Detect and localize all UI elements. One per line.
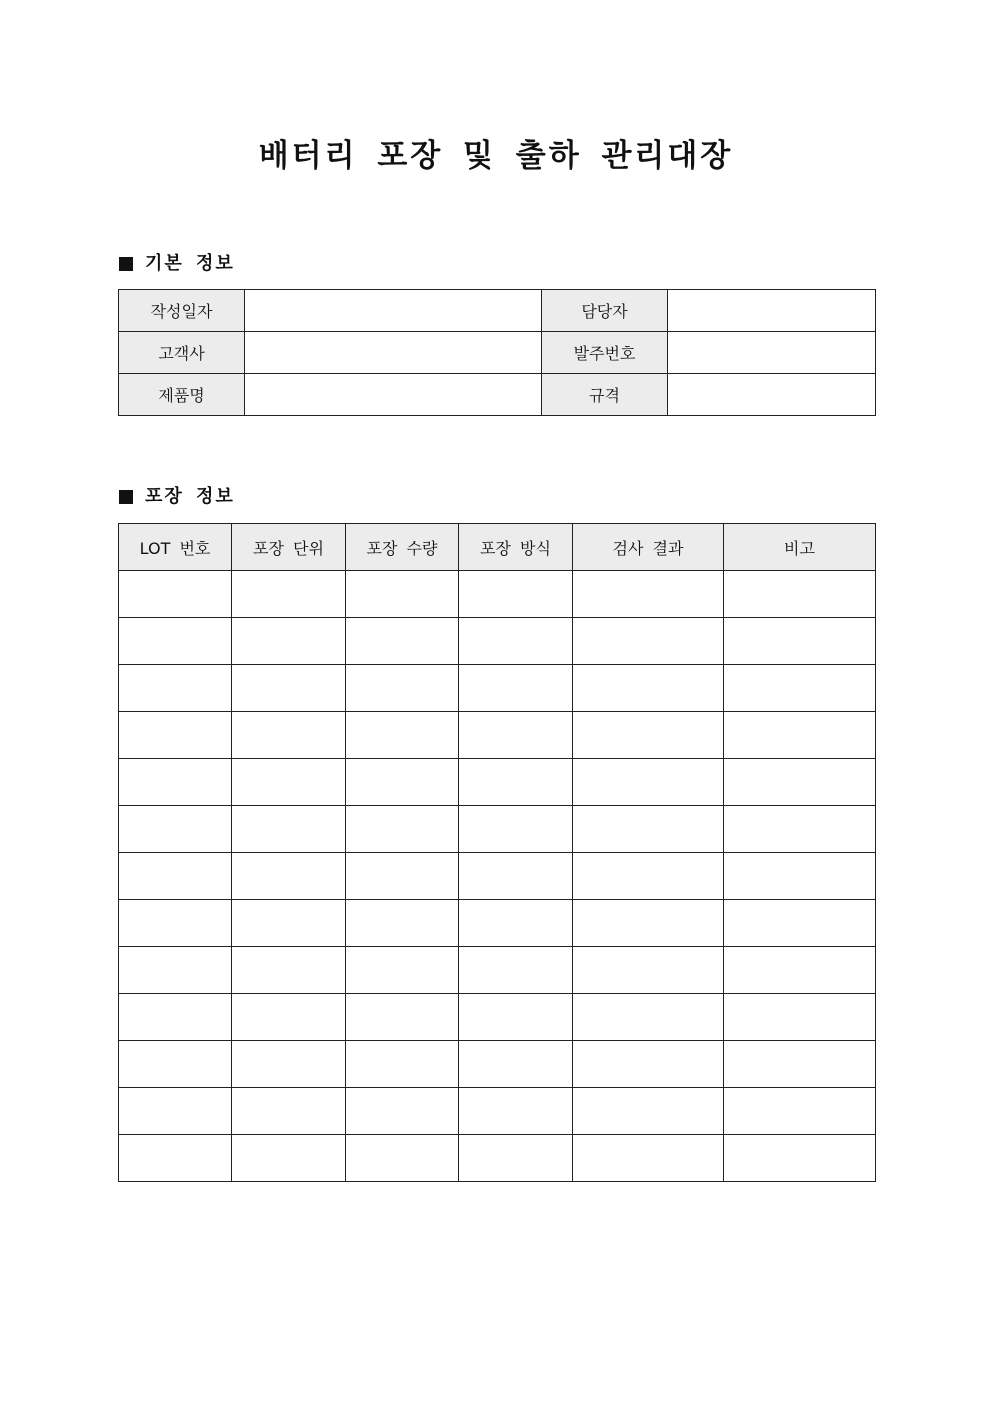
- square-bullet-icon: [119, 490, 133, 504]
- table-cell[interactable]: [346, 759, 459, 806]
- column-header: 비고: [724, 524, 876, 571]
- field-value-cell[interactable]: [245, 374, 542, 416]
- table-cell[interactable]: [724, 900, 876, 947]
- table-cell[interactable]: [459, 806, 573, 853]
- table-cell[interactable]: [119, 947, 232, 994]
- basic-info-row: [119, 290, 876, 332]
- table-cell[interactable]: [459, 994, 573, 1041]
- table-cell[interactable]: [459, 665, 573, 712]
- section-heading-basic-info: [119, 251, 235, 277]
- table-cell[interactable]: [119, 571, 232, 618]
- table-cell[interactable]: [232, 806, 346, 853]
- table-row: [119, 712, 876, 759]
- packing-info-table: [118, 523, 876, 1182]
- table-cell[interactable]: [346, 853, 459, 900]
- table-row: [119, 1088, 876, 1135]
- field-value-cell[interactable]: [668, 290, 876, 332]
- section-heading-label: 포장 정보: [145, 486, 235, 507]
- field-label: 발주번호: [542, 332, 668, 374]
- table-cell[interactable]: [119, 1041, 232, 1088]
- table-cell[interactable]: [346, 1135, 459, 1182]
- table-row: [119, 1041, 876, 1088]
- square-bullet-icon: [119, 257, 133, 271]
- table-cell[interactable]: [346, 618, 459, 665]
- column-header: LOT 번호: [119, 524, 232, 571]
- table-cell[interactable]: [119, 994, 232, 1041]
- table-cell[interactable]: [724, 853, 876, 900]
- table-cell[interactable]: [119, 853, 232, 900]
- field-value-cell[interactable]: [245, 290, 542, 332]
- table-cell[interactable]: [573, 618, 724, 665]
- table-cell[interactable]: [573, 712, 724, 759]
- table-cell[interactable]: [119, 1135, 232, 1182]
- table-cell[interactable]: [459, 1135, 573, 1182]
- table-cell[interactable]: [724, 1088, 876, 1135]
- table-cell[interactable]: [119, 1088, 232, 1135]
- basic-info-row: [119, 374, 876, 416]
- table-cell[interactable]: [459, 1041, 573, 1088]
- table-cell[interactable]: [573, 759, 724, 806]
- table-cell[interactable]: [573, 1041, 724, 1088]
- table-row: [119, 571, 876, 618]
- document-title: 배터리 포장 및 출하 관리대장: [258, 138, 734, 174]
- table-cell[interactable]: [232, 947, 346, 994]
- table-cell[interactable]: [724, 618, 876, 665]
- table-cell[interactable]: [346, 947, 459, 994]
- table-cell[interactable]: [573, 900, 724, 947]
- table-cell[interactable]: [232, 994, 346, 1041]
- table-cell[interactable]: [724, 947, 876, 994]
- table-cell[interactable]: [119, 900, 232, 947]
- table-row: [119, 759, 876, 806]
- basic-info-row: [119, 332, 876, 374]
- table-cell[interactable]: [459, 712, 573, 759]
- table-cell[interactable]: [724, 712, 876, 759]
- table-cell[interactable]: [346, 665, 459, 712]
- field-label: 규격: [542, 374, 668, 416]
- table-row: [119, 947, 876, 994]
- table-cell[interactable]: [346, 994, 459, 1041]
- table-row: [119, 665, 876, 712]
- table-cell[interactable]: [724, 571, 876, 618]
- field-label: 담당자: [542, 290, 668, 332]
- table-cell[interactable]: [459, 618, 573, 665]
- table-cell[interactable]: [459, 1088, 573, 1135]
- table-cell[interactable]: [573, 994, 724, 1041]
- table-cell[interactable]: [459, 571, 573, 618]
- table-row: [119, 994, 876, 1041]
- table-cell[interactable]: [346, 571, 459, 618]
- column-header: 포장 단위: [232, 524, 346, 571]
- table-cell[interactable]: [232, 665, 346, 712]
- table-cell[interactable]: [119, 759, 232, 806]
- table-cell[interactable]: [459, 900, 573, 947]
- table-cell[interactable]: [573, 1135, 724, 1182]
- table-cell[interactable]: [346, 1088, 459, 1135]
- field-value-cell[interactable]: [668, 332, 876, 374]
- table-row: [119, 618, 876, 665]
- table-cell[interactable]: [459, 947, 573, 994]
- column-header: 포장 방식: [459, 524, 573, 571]
- field-value-cell[interactable]: [245, 332, 542, 374]
- table-cell[interactable]: [119, 665, 232, 712]
- table-cell[interactable]: [573, 665, 724, 712]
- table-cell[interactable]: [346, 806, 459, 853]
- table-cell[interactable]: [232, 900, 346, 947]
- table-cell[interactable]: [724, 806, 876, 853]
- table-cell[interactable]: [232, 618, 346, 665]
- table-cell[interactable]: [346, 1041, 459, 1088]
- table-cell[interactable]: [232, 759, 346, 806]
- table-cell[interactable]: [119, 618, 232, 665]
- table-cell[interactable]: [573, 571, 724, 618]
- basic-info-table: [118, 289, 876, 416]
- table-cell[interactable]: [232, 1041, 346, 1088]
- table-row: [119, 853, 876, 900]
- table-cell[interactable]: [232, 853, 346, 900]
- field-label: 고객사: [119, 332, 245, 374]
- column-header: 포장 수량: [346, 524, 459, 571]
- table-cell[interactable]: [573, 947, 724, 994]
- packing-header-row: [119, 524, 876, 571]
- field-label: 작성일자: [119, 290, 245, 332]
- table-row: [119, 1135, 876, 1182]
- table-row: [119, 900, 876, 947]
- table-cell[interactable]: [346, 712, 459, 759]
- field-label: 제품명: [119, 374, 245, 416]
- table-cell[interactable]: [232, 1135, 346, 1182]
- table-cell[interactable]: [724, 759, 876, 806]
- table-cell[interactable]: [232, 1088, 346, 1135]
- section-heading-label: 기본 정보: [145, 253, 235, 274]
- table-cell[interactable]: [724, 994, 876, 1041]
- table-cell[interactable]: [459, 759, 573, 806]
- table-cell[interactable]: [573, 853, 724, 900]
- table-cell[interactable]: [724, 665, 876, 712]
- table-cell[interactable]: [724, 1041, 876, 1088]
- table-cell[interactable]: [346, 900, 459, 947]
- table-cell[interactable]: [724, 1135, 876, 1182]
- column-header: 검사 결과: [573, 524, 724, 571]
- section-heading-packing-info: [119, 484, 235, 510]
- table-cell[interactable]: [573, 806, 724, 853]
- table-cell[interactable]: [232, 571, 346, 618]
- table-row: [119, 806, 876, 853]
- table-cell[interactable]: [459, 853, 573, 900]
- field-value-cell[interactable]: [668, 374, 876, 416]
- table-cell[interactable]: [232, 712, 346, 759]
- table-cell[interactable]: [119, 806, 232, 853]
- table-cell[interactable]: [119, 712, 232, 759]
- table-cell[interactable]: [573, 1088, 724, 1135]
